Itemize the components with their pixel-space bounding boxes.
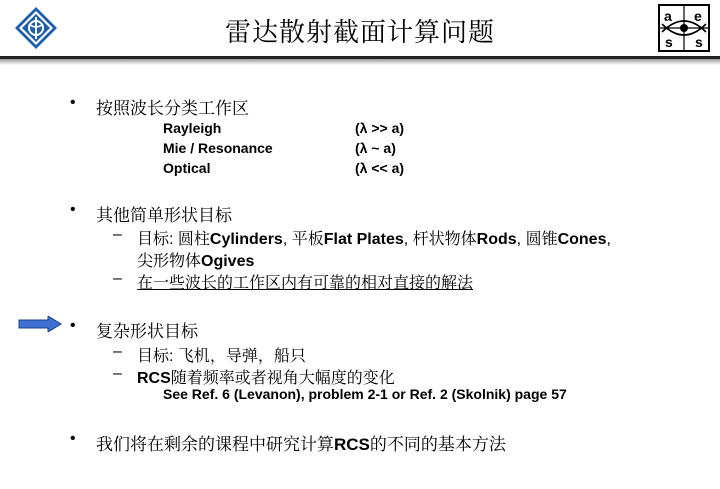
bullet-complex-shapes <box>70 317 198 342</box>
text-part: 我们将在剩余的课程中研究计算 <box>96 435 334 454</box>
dash-marker: – <box>113 270 122 287</box>
sub-item-rcs-variation <box>113 365 395 388</box>
text-bold-part: Cylinders <box>209 231 283 248</box>
regime-name: Mie / Resonance <box>163 140 273 156</box>
sub-item-simple-targets-cont <box>137 248 254 271</box>
bullet-course-methods <box>70 430 506 455</box>
dash-marker: – <box>113 343 122 360</box>
logo-letter-s2: s <box>695 34 703 50</box>
bullet-dot: • <box>70 94 76 111</box>
logo-letter-a: a <box>664 8 672 24</box>
page-title: 雷达散射截面计算问题 <box>224 18 495 48</box>
sub-item-solutions <box>113 270 474 293</box>
regime-condition: (λ ~ a) <box>355 140 396 156</box>
regime-condition: (λ << a) <box>355 160 405 176</box>
bullet-dot: • <box>70 317 76 334</box>
text-bold-part: Flat Plates <box>323 231 404 248</box>
logo-letter-e: e <box>694 8 702 24</box>
dash-marker: – <box>113 226 122 243</box>
regime-condition: (λ >> a) <box>355 120 405 136</box>
bullet-text: 其他简单形状目标 <box>96 206 232 225</box>
reference-text: See Ref. 6 (Levanon), problem 2-1 or Ref. 2 (Skolnik) page 57 <box>163 386 567 402</box>
header-divider-shadow <box>0 59 720 65</box>
bullet-dot: • <box>70 201 76 218</box>
regime-name: Optical <box>163 160 211 176</box>
text-bold-part: RCS <box>334 435 370 454</box>
text-part: , 杆状物体 <box>403 231 477 248</box>
dash-marker: – <box>113 365 122 382</box>
text-part: 目标: 圆柱 <box>137 231 210 248</box>
bullet-text: 复杂形状目标 <box>96 322 198 341</box>
aess-logo-icon <box>658 4 710 52</box>
slide-header <box>0 0 720 60</box>
text-bold-part: RCS <box>137 370 171 387</box>
bullet-dot: • <box>70 430 76 447</box>
right-arrow-icon <box>18 316 62 332</box>
text-bold-part: Ogives <box>201 253 255 270</box>
text-part: 尖形物体 <box>137 253 202 270</box>
bullet-simple-shapes <box>70 201 232 226</box>
text-part: 目标: 飞机，导弹，船只 <box>137 348 306 365</box>
bullet-text: 按照波长分类工作区 <box>96 99 249 118</box>
text-part: , <box>606 231 611 248</box>
text-part: , 平板 <box>282 231 324 248</box>
text-part: 的不同的基本方法 <box>369 435 506 454</box>
regime-name: Rayleigh <box>163 120 222 136</box>
text-part: 随着频率或者视角大幅度的变化 <box>170 370 395 387</box>
logo-letter-s1: s <box>665 34 673 50</box>
sub-item-simple-targets <box>113 226 611 249</box>
bullet-wavelength-regimes <box>70 94 249 119</box>
text-bold-part: Rods <box>476 231 517 248</box>
text-part: , 圆锥 <box>516 231 558 248</box>
text-bold-part: Cones <box>557 231 607 248</box>
sub-item-complex-targets <box>113 343 306 366</box>
text-underlined: 在一些波长的工作区内有可靠的相对直接的解法 <box>137 275 474 292</box>
